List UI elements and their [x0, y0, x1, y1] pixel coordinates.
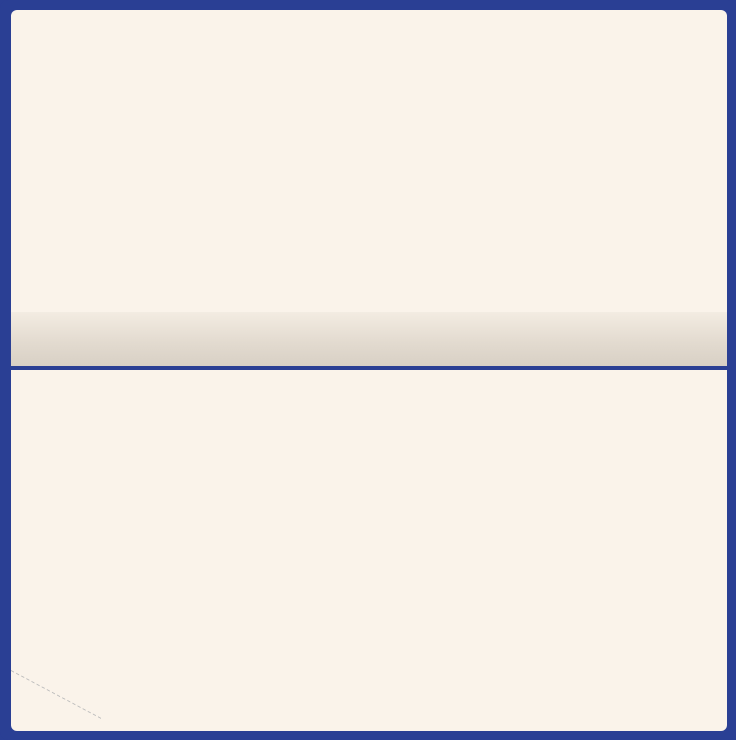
page-corner	[11, 670, 101, 731]
page-fold	[11, 312, 727, 366]
top-page	[11, 10, 727, 366]
bottom-page	[11, 370, 727, 731]
